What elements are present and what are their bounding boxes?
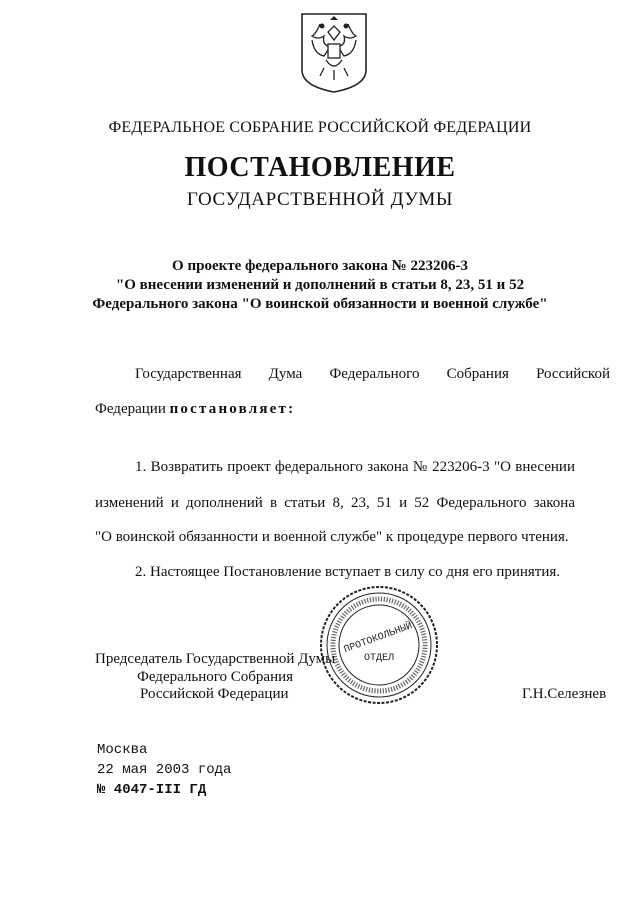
resolution-verb: постановляет: <box>169 401 296 417</box>
preamble-line-2-prefix: Федерации <box>95 401 170 417</box>
item-1-line-3: "О воинской обязанности и военной службе" к процедуре первого чтения. <box>95 529 569 545</box>
item-1-line-1: 1. Возвратить проект федерального закона № 223206-3 "О внесении <box>135 459 575 475</box>
signatory-position-line-2: Федерального Собрания <box>137 669 294 685</box>
stamp-line-2: ОТДЕЛ <box>363 653 395 664</box>
protocol-department-stamp <box>318 584 440 706</box>
subject-line-1: О проекте федерального закона № 223206-3 <box>172 258 468 274</box>
signatory-position-line-3: Российской Федерации <box>140 686 289 702</box>
signatory-name: Г.Н.Селезнев <box>522 686 607 702</box>
item-1-line-2: изменений и дополнений в статьи 8, 23, 51 и 52 Федерального закона <box>95 495 575 511</box>
document-subtitle: ГОСУДАРСТВЕННОЙ ДУМЫ <box>186 189 454 210</box>
document-title: ПОСТАНОВЛЕНИЕ <box>184 152 456 183</box>
subject-line-3: Федерального закона "О воинской обязанности и военной службе" <box>92 296 548 312</box>
preamble-line-1: Государственная Дума Федерального Собрания Российской <box>135 366 610 382</box>
coat-of-arms-emblem <box>298 10 370 94</box>
subject-line-2: "О внесении изменений и дополнений в статьи 8, 23, 51 и 52 <box>115 277 525 293</box>
signatory-position-line-1: Председатель Государственной Думы <box>95 651 336 667</box>
parliament-name: ФЕДЕРАЛЬНОЕ СОБРАНИЕ РОССИЙСКОЙ ФЕДЕРАЦИИ <box>108 119 532 136</box>
footer-number: № 4047-III ГД <box>97 782 207 798</box>
footer-date: 22 мая 2003 года <box>97 762 232 778</box>
preamble-line-2 <box>95 401 295 418</box>
stamp-line-1: ПРОТОКОЛЬНЫЙ <box>342 621 415 657</box>
item-2: 2. Настоящее Постановление вступает в силу со дня его принятия. <box>135 564 561 580</box>
footer-city: Москва <box>97 742 148 758</box>
